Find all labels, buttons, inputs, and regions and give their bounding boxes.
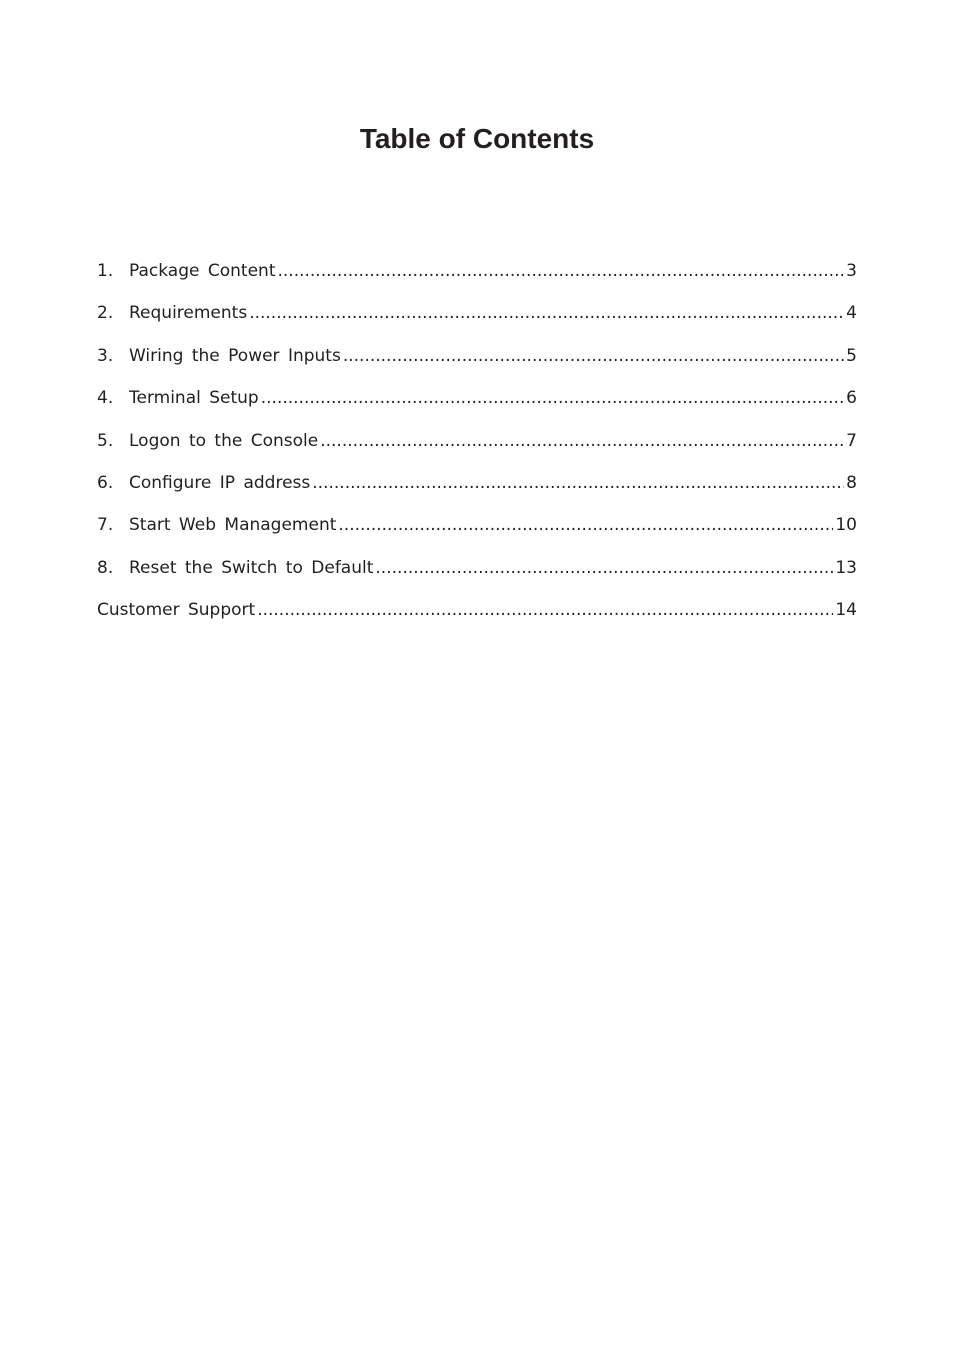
dot-leader [320,427,844,455]
entry-page-number: 5 [846,345,857,366]
dot-leader [338,511,833,539]
dot-leader [375,554,833,582]
toc-entry-logon-console[interactable] [97,427,857,469]
toc-entry-wiring-power-inputs[interactable] [97,342,857,384]
entry-page-number: 13 [835,557,857,578]
entry-page-number: 14 [835,600,857,621]
entry-number: 8. [97,557,114,578]
entry-label: Reset the Switch to Default [129,557,374,578]
entry-label: Package Content [129,261,276,281]
entry-number: 2. [97,303,114,324]
page-title: Table of Contents [359,123,595,154]
toc-entry-terminal-setup[interactable] [97,384,857,426]
entry-label: Requirements [129,303,248,324]
entry-number: 3. [97,345,114,366]
toc-entry-package-content[interactable] [97,257,857,299]
entry-page-number: 8 [846,472,857,493]
entry-number: 5. [97,430,114,451]
toc-entry-customer-support[interactable] [97,596,857,638]
entry-page-number: 10 [835,515,857,536]
dot-leader [312,469,844,497]
entry-number: 6. [97,472,114,493]
entry-page-number: 6 [846,388,857,409]
toc-list [97,257,857,639]
entry-page-number: 3 [846,261,857,281]
entry-number: 7. [97,515,114,536]
entry-page-number: 7 [846,430,857,451]
entry-label: Configure IP address [129,472,311,493]
entry-label: Terminal Setup [129,388,259,409]
dot-leader [343,342,844,370]
dot-leader [249,299,844,327]
entry-number: 1. [97,261,114,281]
toc-entry-reset-switch[interactable] [97,554,857,596]
toc-entry-start-web-management[interactable] [97,511,857,553]
entry-label: Logon to the Console [129,430,319,451]
dot-leader [277,257,844,285]
dot-leader [261,384,844,412]
entry-number: 4. [97,388,114,409]
toc-entry-requirements[interactable] [97,299,857,341]
dot-leader [257,596,833,624]
toc-entry-configure-ip[interactable] [97,469,857,511]
entry-label: Customer Support [97,600,256,621]
entry-label: Wiring the Power Inputs [129,345,341,366]
entry-label: Start Web Management [129,515,337,536]
entry-page-number: 4 [846,303,857,324]
